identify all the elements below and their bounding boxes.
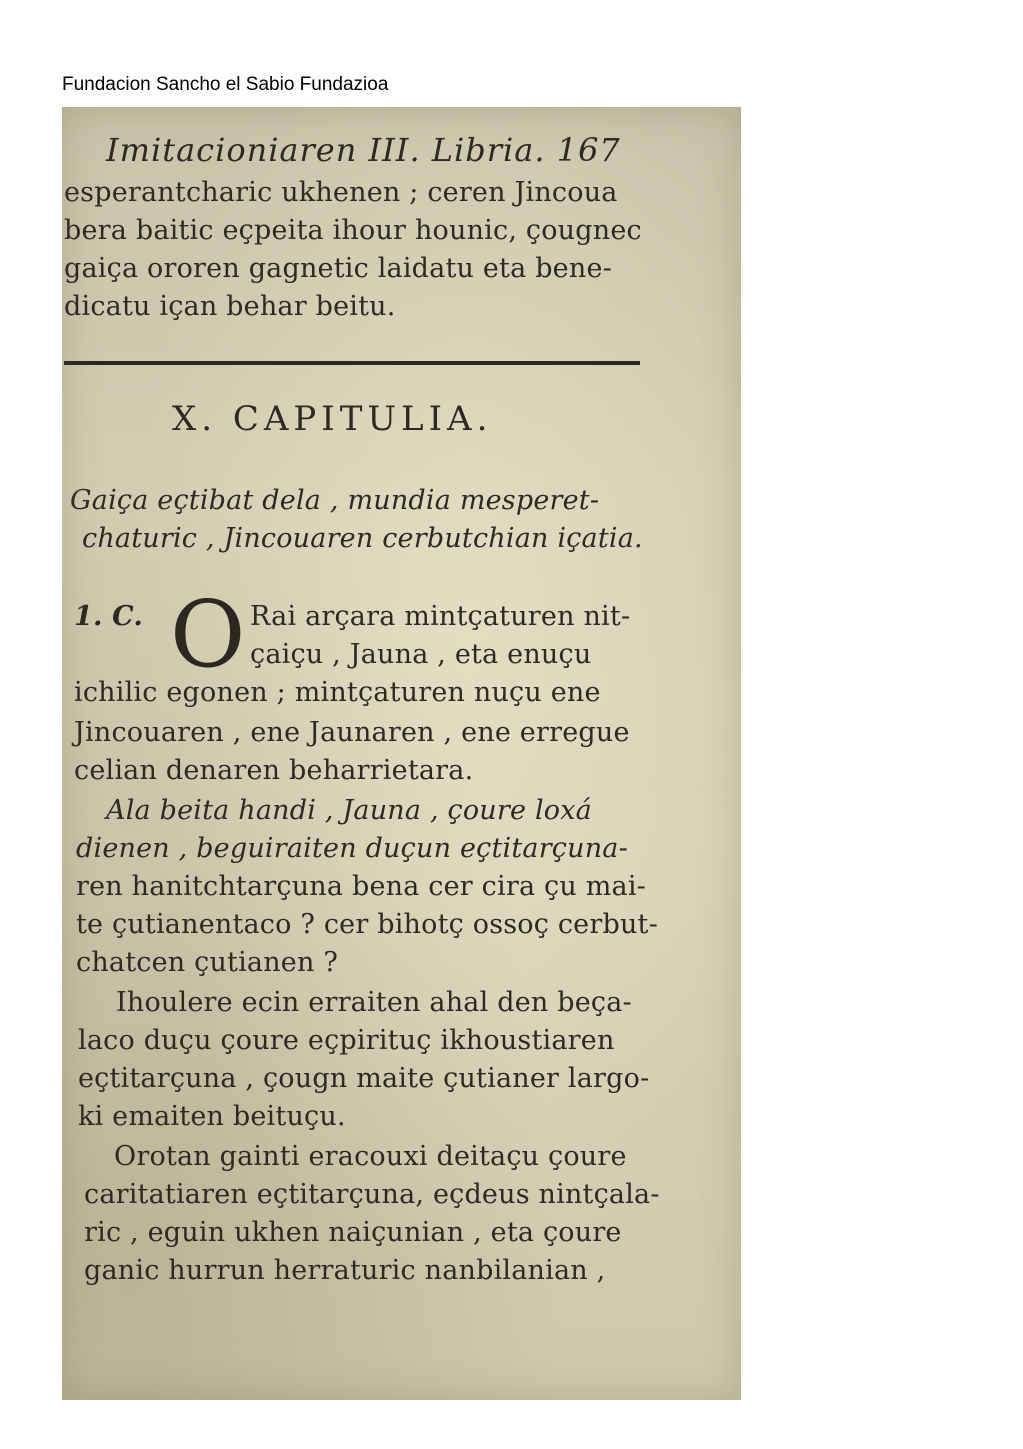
drop-cap: O [170,581,246,688]
section-rule [64,361,640,365]
body-line: te çutianentaco ? cer bihotç ossoç cerbut- [76,909,658,940]
intro-line: esperantcharic ukhenen ; ceren Jincoua [64,177,618,208]
body-line: celian denaren beharrietara. [74,755,474,786]
body-line: Jincouaren , ene Jaunaren , ene erregue [74,717,630,748]
body-line: ganic hurrun herraturic nanbilanian , [84,1255,606,1286]
body-line: dienen , beguiraiten duçun eçtitarçuna- [76,833,628,864]
body-line: ichilic egonen ; mintçaturen nuçu ene [74,677,601,708]
body-line: Rai arçara mintçaturen nit- [250,601,631,632]
chapter-subtitle-line: chaturic , Jincouaren cerbutchian içatia. [82,523,643,554]
chapter-title: X. CAPITULIA. [172,399,493,439]
body-line: ric , eguin ukhen naiçunian , eta çoure [84,1217,622,1248]
body-line: laco duçu çoure eçpirituç ikhoustiaren [78,1025,615,1056]
body-line: Ala beita handi , Jauna , çoure loxá [106,795,592,826]
intro-line: gaiça ororen gagnetic laidatu eta bene- [64,253,612,284]
source-label: Fundacion Sancho el Sabio Fundazioa [62,74,389,95]
scanned-book-page [62,107,741,1400]
body-line: ki emaiten beituçu. [78,1101,346,1132]
body-line: ren hanitchtarçuna bena cer cira çu mai- [76,871,646,902]
running-head: Imitacioniaren III. Libria. 167 [106,131,621,169]
intro-line: bera baitic eçpeita ihour hounic, çougnec [64,215,642,246]
verse-label: 1. C. [74,601,144,632]
chapter-subtitle-line: Gaiça eçtibat dela , mundia mesperet- [70,485,600,516]
body-line: Ihoulere ecin erraiten ahal den beça- [116,987,632,1018]
body-line: caritatiaren eçtitarçuna, eçdeus nintçala- [84,1179,660,1210]
body-line: çaiçu , Jauna , eta enuçu [250,639,592,670]
body-line: Orotan gainti eracouxi deitaçu çoure [114,1141,627,1172]
intro-line: dicatu içan behar beitu. [64,291,396,322]
body-line: chatcen çutianen ? [76,947,339,978]
body-line: eçtitarçuna , çougn maite çutianer largo- [78,1063,650,1094]
